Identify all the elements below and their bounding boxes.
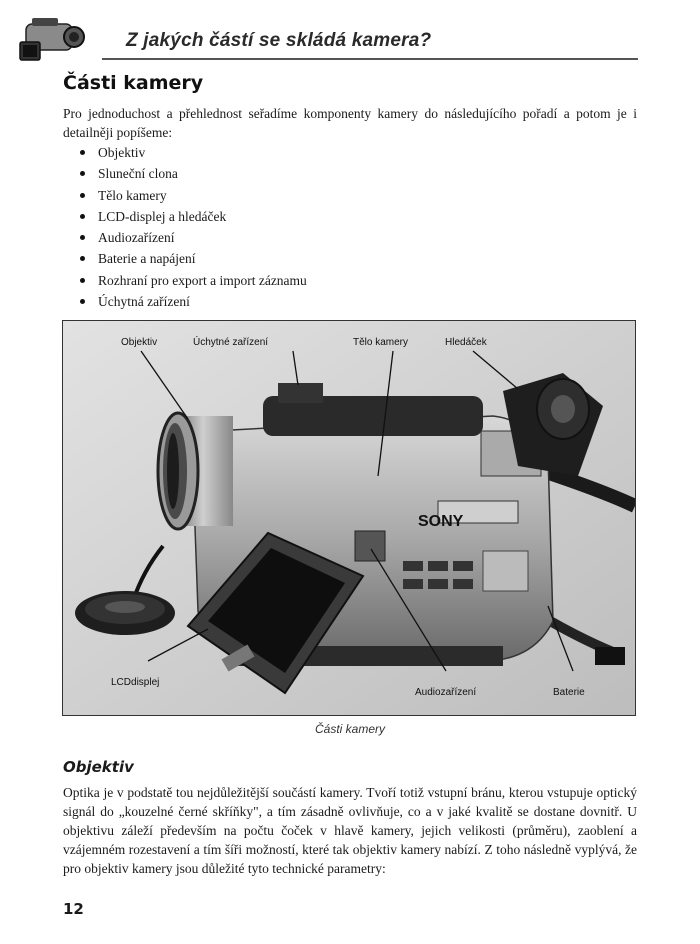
label-uchytne-zarizeni: Úchytné zařízení — [193, 337, 269, 348]
list-item: LCD-displej a hledáček — [78, 206, 307, 227]
list-item: Úchytná zařízení — [78, 291, 307, 312]
bullet-icon — [80, 171, 85, 176]
camcorder-icon — [18, 14, 88, 66]
list-item: Objektiv — [78, 142, 307, 163]
bullet-icon — [80, 235, 85, 240]
bullet-icon — [80, 256, 85, 261]
list-item: Tělo kamery — [78, 185, 307, 206]
figure-caption: Části kamery — [314, 722, 385, 736]
bullet-icon — [80, 193, 85, 198]
strap-buckle — [595, 647, 625, 665]
page-number: 12 — [63, 900, 84, 918]
list-item: Rozhraní pro export a import záznamu — [78, 270, 307, 291]
bullet-icon — [80, 278, 85, 283]
bullet-icon — [80, 299, 85, 304]
subheading-objektiv: Objektiv — [63, 758, 134, 776]
lens-illustration — [158, 413, 233, 529]
label-hledacek: Hledáček — [445, 337, 487, 348]
list-item: Audiozařízení — [78, 227, 307, 248]
header-rule — [102, 58, 638, 60]
bullet-icon — [80, 214, 85, 219]
label-baterie: Baterie — [553, 687, 585, 698]
label-telo-kamery: Tělo kamery — [353, 337, 409, 348]
label-objektiv: Objektiv — [121, 337, 158, 348]
brand-logo: SONY — [418, 513, 464, 530]
section-title: Části kamery — [63, 72, 204, 94]
list-item: Sluneční clona — [78, 163, 307, 184]
list-item: Baterie a napájení — [78, 248, 307, 269]
objektiv-paragraph: Optika je v podstatě tou nejdůležitější součástí kamery. Tvoří totiž vstupní bránu, kterou vstupuje optický signál do „kouzelné černé skříňky", a tím zásadně ovlivňuje, co a v jaké kvalitě se dostane dovnitř. U objektivu záleží především na počtu čoček v hlavě kamery, jejich velikosti (průměru), zaoblení a vzájemném rozestavení a tím šíři možností, které tak objektiv kamery nabízí. Z toho následně vyplývá, že pro objektiv kamery jsou důležité tyto technické parametry: — [63, 785, 637, 876]
label-audiozarizeni: Audiozařízení — [415, 687, 477, 698]
camera-photo — [62, 320, 636, 716]
label-lcd-displej: LCDdisplej — [111, 677, 160, 688]
component-list — [78, 142, 307, 312]
chapter-title: Z jakých částí se skládá kamera? — [126, 30, 432, 51]
bullet-icon — [80, 150, 85, 155]
intro-paragraph: Pro jednoduchost a přehlednost seřadíme komponenty kamery do následujícího pořadí a potom je i detailněji popíšeme: — [63, 106, 637, 140]
